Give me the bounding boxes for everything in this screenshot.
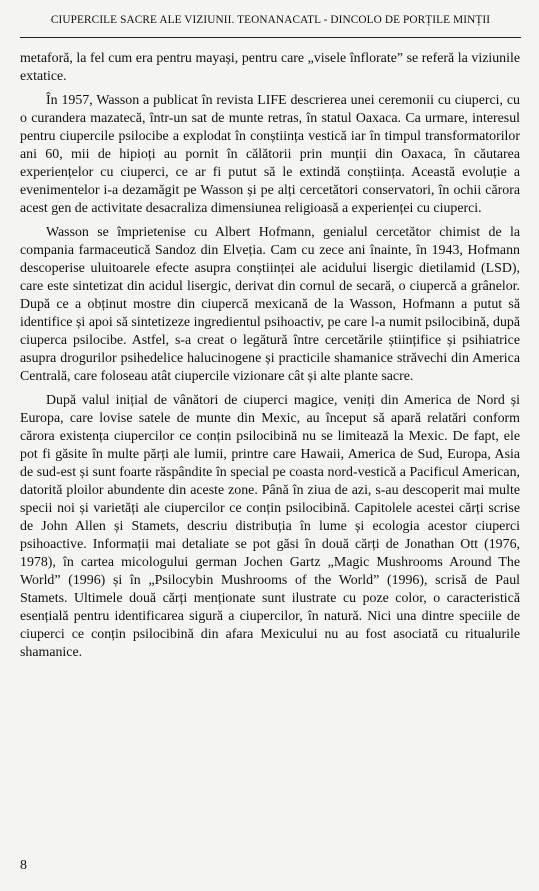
paragraph-wasson-life: În 1957, Wasson a publicat în revista LIFE descrierea unei ceremonii cu ciuperci, cu o curandera mazatecă, într-un sat de munte retras, în statul Oaxaca. Ca urmare, interesul pentru ciupercile psilocibe a explodat în conștiința vestică iar în timpul transformatorilor ani 60, mii de hipioți au pornit în călătorii prin munții din Oaxaca, în căutarea experiențelor cu ciuperci, ce ar fi putut să le extindă conștiința. Această evoluție a evenimentelor i-a dezamăgit pe Wasson și pe alți cercetători conservatori, în ochii cărora acest gen de activitate desacraliza dimensiunea religioasă a experienței cu ciuperci.: [20, 93, 520, 216]
paragraph-distribution: După valul inițial de vânători de ciuperci magice, veniți din America de Nord și Europa, care lovise satele de munte din Mexic, au început să apară relatări conform cărora existența ciupercilor ce conțin psilocibină nu se limitează la Mexic. De fapt, ele pot fi găsite în multe părți ale lumii, printre care Hawaii, America de Sud, Europa, Asia de sud-est și sunt foarte răspândite în special pe coasta nord-vestică a Pacificul American, datorită ploilor abundente din aceste zone. Până în ziua de azi, s-au descoperit mai multe specii noi și varietăți ale ciupercilor ce conțin psilocibină. Capitolele acestei cărți scrise de John Allen și Stamets, descriu distribuția în lume și ecologia acestor ciuperci psihoactive. Informații mai detaliate se pot găsi în două cărți de Jonathan Ott (1976, 1978), în cartea micologului german Jochen Gartz „Magic Mushrooms Around The World” (1996) și în „Psilocybin Mushrooms of the World” (1996), scrisă de Paul Stamets. Ultimele două cărți menționate sunt ilustrate cu poze color, o caracteristică esențială pentru identificarea sigură a ciupercilor, în natură. Nici una dintre speciile de ciuperci ce conțin psilocibină din afara Mexicului nu au fost asociată cu ritualurile shamanice.: [20, 393, 520, 660]
paragraph-continuation: metaforă, la fel cum era pentru mayași, pentru care „visele înflorate” se referă la viziunile extatice.: [20, 51, 520, 84]
page-number: 8: [20, 858, 27, 873]
page-body: [20, 50, 520, 664]
running-header: CIUPERCILE SACRE ALE VIZIUNII. TEONANACATL - DINCOLO DE PORȚILE MINȚII: [50, 14, 491, 26]
header-rule: [20, 37, 521, 38]
paragraph-hofmann: Wasson se împrietenise cu Albert Hofmann, genialul cercetător chimist de la compania farmaceutică Sandoz din Elveția. Cam cu zece ani înainte, în 1943, Hofmann descoperise uluitoarele efecte asupra conștiinței ale acidului lisergic dietilamid (LSD), care este sintetizat din acidul lisergic, derivat din cornul de secară, o ciupercă a grânelor. După ce a obținut mostre din ciupercă mexicană de la Wasson, Hofmann a putut să identifice și apoi să sintetizeze ingredientul psihoactiv, pe care l-a numit psilocibină, după ciuperca psilocibe. Astfel, s-a creat o legătură între cercetările științifice și psihiatrice asupra drogurilor psihedelice halucinogene și practicile shamanice străvechi din America Centrală, care foloseau atât ciupercile vizionare cât și alte plante sacre.: [20, 225, 520, 384]
